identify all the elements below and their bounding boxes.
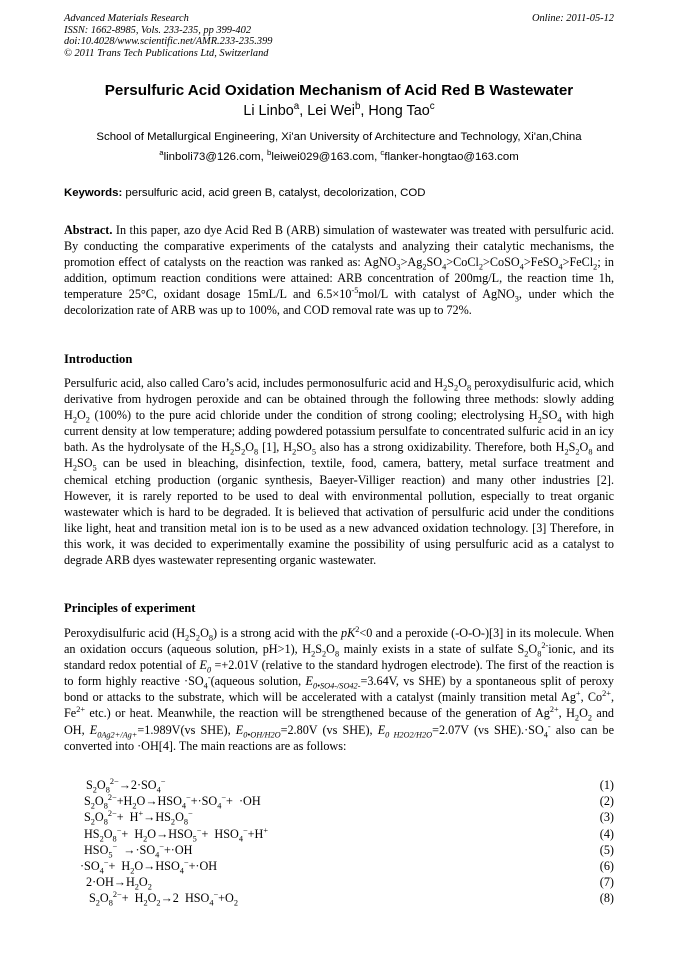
principles-text: ,	[558, 706, 562, 721]
author-name: Hong Tao	[368, 103, 430, 119]
equation: $\cdot SO_4^-+ H_2O\to HSO_4^-+\cdot OH$	[80, 857, 218, 876]
equation-number: (6)	[599, 858, 614, 873]
equation-row	[64, 843, 614, 859]
principles-text: , Co	[580, 690, 603, 705]
affiliation: School of Metallurgical Engineering, Xi'an University of Architecture and Technology, Xi'an,China	[96, 131, 582, 143]
keywords	[64, 187, 614, 199]
principles-paragraph: Peroxydisulfuric acid $(H_2S_2O_8)$ is a strong acid with the $pK^2<0$ and a peroxide (-O-O-)[3] in its molecule. When an oxidation occurs (aqueous solution, pH>1), $H_2S_2O_8$ mainly exists in a state of sulfate $S_2O_8^{2-}ionic$, and its standard redox potential of $E_0 =+2.01V$ (relative to the standard hydrogen electrode). The first of the reaction is to form highly reactive $\cdot SO_4^-(aqueous$ solution, $E_{0•SO4-/SO42-}=3.64V$, vs SHE) by a spontaneous split of peroxy bond or attacks to the substrate, which will be accelerated with a catalyst (mainly transition metal Ag+, $Co^{2+}$, $Fe^{2+}$ etc.) or heat. Meanwhile, the reaction will be strengthened because of the generation of $Ag^{2+}$, $H_2O_2$ and OH, $E_{0Ag2+/Ag+}=1.989V(vs$ SHE), $E_{0•OH/H2O}=2.80V$ (vs SHE), $E_{0 H2O2/H2O}=2.07V$ (vs $SHE).\cdot SO_4^-$ also can be converted into ·OH[4]. The main reactions are as follows:	[64, 624, 615, 753]
abstract-text: , under which the decolorization rate of ARB was up to 100%, and COD removal rate was up to 72%.	[64, 287, 614, 318]
author-mark: b	[354, 101, 361, 113]
equation: $HS_2O_8^-+ H_2O\to HSO_5^-+ HSO_4^-+H^+$	[84, 825, 268, 843]
equation-row	[64, 810, 614, 826]
equation-number: (1)	[599, 778, 614, 792]
author-mark: c	[429, 101, 435, 113]
journal-header	[64, 13, 272, 59]
equation-row	[64, 778, 614, 794]
intro-text: and	[596, 440, 614, 455]
intro-text: [1],	[262, 440, 280, 455]
equation-number: (8)	[599, 891, 614, 906]
journal-name: Advanced Materials Research	[64, 13, 189, 24]
abstract-text: mol/L with catalyst of AgNO	[358, 287, 515, 302]
email-address[interactable]: leiwei029@163.com	[271, 151, 375, 163]
principles-text: mainly exists in a state of sulfate	[343, 642, 513, 657]
principles-text: also can be converted into ·OH[4]. The main reactions are as follows:	[64, 722, 615, 753]
principles-text: =3.64V, vs SHE) by a spontaneous split of peroxy bond or attacks to the substrate, which will be accelerated with a catalyst (mainly transition metal Ag	[64, 674, 614, 705]
equation: $S_2O_8^{2-}+ H_2O_2\to 2$ $HSO_4^-+O_2$	[89, 890, 238, 908]
principles-text: =2.07V (vs SHE).·SO	[432, 722, 544, 737]
issn-line: ISSN: 1662-8985, Vols. 233-235, pp 399-402	[64, 24, 252, 36]
email-address[interactable]: linboli73@126.com	[163, 151, 261, 163]
author-name: Lei Wei	[307, 103, 355, 119]
equation-number: (4)	[599, 826, 614, 841]
equation-row	[64, 794, 614, 810]
online-date: Online: 2011-05-12	[531, 13, 614, 24]
introduction-paragraph: Persulfuric acid, also called Caro’s acid, includes permonosulfuric acid and $H_2S_2O_8$ peroxydisulfuric acid, which derivative from hydrogen peroxide and can be obtained through the following three methods: slowly adding $H_2O_2$ (100%) to the pure acid chloride under the condition of strong cooling; electrolysing $H_2SO_4$ with high current density at low temperature; adding powdered potassium persulfate to concentrated sulfuric acid in an icy bath. As the hydrolysate of the $H_2S_2O_8$ [1], $H_2SO_5$ also has a strong oxidizability. Therefore, both $H_2S_2O_8$ and $H_2SO_5$ can be used in bleaching, disinfection, textile, food, camera, battery, metal surface treatment and chemical etching production (organic synthesis, Baeyer-Villiger reaction) and many other industries [2]. However, it is rarely reported to be used to deal with environmental pollution, especially to treat organic wastewater which is hard to be degraded. It is believed that activation of persulfuric acid under the conditions like light, heat and transition metal ion is to be used as a new advanced oxidation technology. [3] Therefore, in this work, it was decided to experimentally examine the possibility of using persulfuric acid as a catalyst to degrade ARB dyes wastewater representing organic wastewater.	[64, 376, 615, 568]
abstract-label: Abstract.	[64, 223, 113, 237]
intro-text: Persulfuric acid, also called Caro’s acid, includes permonosulfuric acid and	[64, 376, 432, 390]
section-heading-principles: Principles of experiment	[64, 601, 196, 615]
intro-text: peroxydisulfuric acid, which derivative from hydrogen peroxide and can be obtained through the following three methods: slowly adding	[64, 376, 614, 407]
email-list: $^a$linboli73@126.com, $^b$leiwei029@163.com, $^c$flanker-hongtao@163.com	[159, 148, 519, 163]
abstract-paragraph: Abstract. In this paper, azo dye Acid Red B (ARB) simulation of wastewater was treated with persulfuric acid. By conducting the comparative experiments of the catalysts and analyzing their catalytic mechanisms, the promotion effect of catalysts on the reaction was ranked as: $AgNO_3>Ag_2SO_4>CoCl_2>CoSO_4>FeSO_4>FeCl_2$; in addition, optimum reaction conditions were attained: ARB concentration of 200mg/L, the reaction time 1h, temperature 25°C, oxidant dosage 15mL/L and $6.5\times 10^{-5}mol/L$ with catalyst of AgNO$_3$, under which the decolorization rate of ARB was up to 100%, and COD removal rate was up to 72%.	[64, 223, 615, 318]
abstract-text: In this paper, azo dye Acid Red B (ARB) simulation of wastewater was treated with persulfuric acid. By conducting the comparative experiments of the catalysts and analyzing their catalytic mechanisms, the promotion effect of catalysts on the reaction was ranked as:	[64, 223, 615, 270]
email-mark: b	[267, 148, 272, 158]
equation-list	[64, 778, 614, 908]
principles-text: =+2.01V (relative to the standard hydrogen electrode). The first of the reaction is to form highly reactive ·SO	[64, 658, 615, 689]
author-mark: a	[293, 101, 300, 113]
email-mark: c	[380, 148, 385, 158]
intro-text: can be used in bleaching, disinfection, textile, food, camera, battery, metal surface treatment and chemical etching production (organic synthesis, Baeyer-Villiger reaction) and many other industries [2]. However, it is rarely reported to be used to deal with environmental pollution, especially to treat organic wastewater which is hard to be degraded. It is believed that activation of persulfuric acid under the conditions like light, heat and transition metal ion is to be used as a new advanced oxidation technology. [3] Therefore, in this work, it was decided to experimentally examine the possibility of using persulfuric acid as a catalyst to degrade ARB dyes wastewater representing organic wastewater.	[64, 456, 614, 568]
paper-title: Persulfuric Acid Oxidation Mechanism of Acid Red B Wastewater	[104, 82, 574, 99]
email-address[interactable]: flanker-hongtao@163.com	[384, 151, 519, 163]
equation: $S_2O_8^{2-}+ H^+\to HS_2O_8^-$	[84, 809, 193, 827]
equation-number: (5)	[599, 842, 614, 857]
equation: $S_2O_8^{2-}\to 2\cdot SO_4^-$	[86, 776, 166, 795]
email-mark: a	[159, 148, 164, 158]
principles-text: , Fe	[64, 690, 614, 721]
keywords-label: Keywords:	[64, 187, 123, 199]
intro-text: with high current density at low temperature; adding powdered potassium persulfate to concentrated sulfuric acid in an icy bath. As the hydrolysate of the	[64, 408, 615, 455]
section-heading-introduction: Introduction	[64, 352, 133, 366]
principles-text: <0 and a peroxide (-O-O-)[3] in its molecule. When an oxidation occurs (aqueous solution, pH>1),	[64, 626, 615, 657]
principles-text: ionic, and its standard redox potential of	[64, 642, 614, 673]
equation: $S_2O_8^{2-}+H_2O\to HSO_4^-+\cdot SO_4^-+ \cdot OH$	[84, 793, 261, 811]
equation-number: (7)	[599, 875, 614, 890]
equation: $2\cdot OH\to H_2O_2$	[86, 875, 152, 892]
equation-number: (3)	[599, 810, 614, 825]
principles-text: =2.80V (vs SHE),	[280, 722, 373, 737]
principles-text: etc.) or heat. Meanwhile, the reaction will be strengthened because of the generation of Ag	[89, 706, 550, 721]
principles-text: =1.989V(vs SHE),	[137, 722, 231, 737]
equation-row	[64, 827, 614, 843]
principles-text: ) is a strong acid with the	[213, 626, 338, 640]
equation: $HSO_5^- \to\cdot SO_4^-+\cdot OH$	[84, 841, 193, 860]
principles-text: (aqueous solution,	[210, 674, 302, 689]
equation-row	[64, 859, 614, 875]
intro-text: also has a strong oxidizability. Therefore, both	[319, 440, 552, 455]
equation-row	[64, 891, 614, 907]
equation-row	[64, 875, 614, 891]
doi-line: doi:10.4028/www.scientific.net/AMR.233-235.399	[64, 36, 273, 48]
principles-text: and OH,	[64, 706, 615, 737]
intro-text: (100%) to the pure acid chloride under the condition of strong cooling; electrolysing	[94, 408, 525, 423]
abstract-text: ; in addition, optimum reaction conditions were attained: ARB concentration of 200mg/L, the reaction time 1h, temperature 25°C, oxidant dosage 15mL/L and 6.5×10	[64, 255, 614, 302]
author-list: Li Linbo$^a$, Lei Wei$^b$, Hong Tao$^c$	[243, 101, 435, 119]
principles-text: Peroxydisulfuric acid (	[64, 626, 177, 640]
equation-number: (2)	[599, 794, 614, 809]
author-name: Li Linbo	[243, 103, 294, 119]
copyright-line: © 2011 Trans Tech Publications Ltd, Switzerland	[64, 47, 269, 59]
keywords-text: persulfuric acid, acid green B, catalyst, decolorization, COD	[125, 187, 426, 199]
